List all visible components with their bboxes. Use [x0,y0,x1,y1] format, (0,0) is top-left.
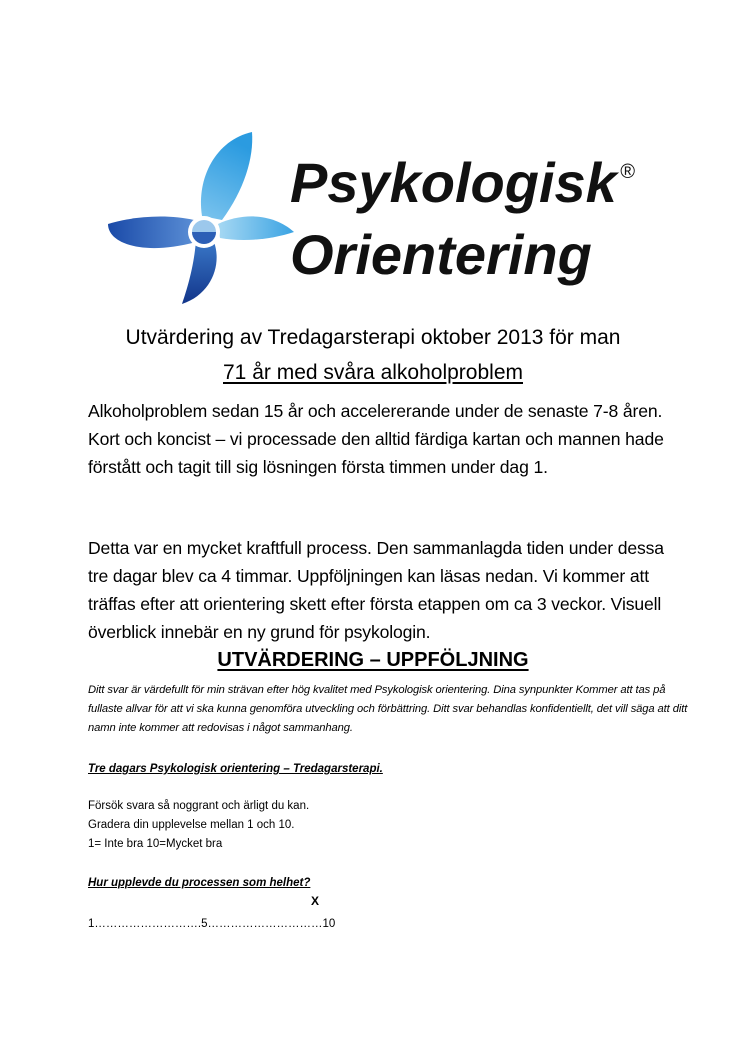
registered-mark: ® [620,161,635,183]
instruction-line: Försök svara så noggrant och ärligt du kan. [88,800,310,812]
evaluation-intro: Ditt svar är värdefullt för min strävan efter hög kvalitet med Psykologisk orientering. Dina synpunkter Kommer att tas på fullaste allvar för att vi ska kunna genomföra utveckling och förbättring. Ditt svar behandlas konfidentiellt, det vill säga att ditt namn inte kommer att redovisas i något sammanhang. [88,684,688,734]
body-paragraph-2: Detta var en mycket kraftfull process. Den sammanlagda tiden under dessa tre dagar blev ca 4 timmar. Uppföljningen kan läsas nedan. Vi kommer att träffas efter att orientering skett efter första etappen om ca 3 veckor. Visuell överblick innebär en ny grund för psykologin. [88,538,664,642]
logo-line1: Psykologisk [290,151,617,214]
answer-mark: X [311,894,320,908]
evaluation-heading: UTVÄRDERING – UPPFÖLJNING [217,649,529,671]
question-1: Hur upplevde du processen som helhet? [88,877,311,889]
instruction-line: 1= Inte bra 10=Mycket bra [88,838,223,850]
document-title-line2: 71 år med svåra alkoholproblem [223,361,523,384]
document-title-line1: Utvärdering av Tredagarsterapi oktober 2013 för man [125,326,621,349]
logo-line2: Orientering [290,223,592,286]
section-title: Tre dagars Psykologisk orientering – Tredagarsterapi. [88,763,383,775]
instructions [88,797,309,854]
company-logo [104,128,644,308]
body-paragraph-1: Alkoholproblem sedan 15 år och accelererande under de senaste 7-8 åren. Kort och koncist – vi processade den alltid färdiga kartan och mannen hade förstått och tagit till sig lösningen första timmen under dag 1. [88,401,664,477]
rating-scale: 1……………………….5…………………………10 [88,918,336,930]
instruction-line: Gradera din upplevelse mellan 1 och 10. [88,819,295,831]
